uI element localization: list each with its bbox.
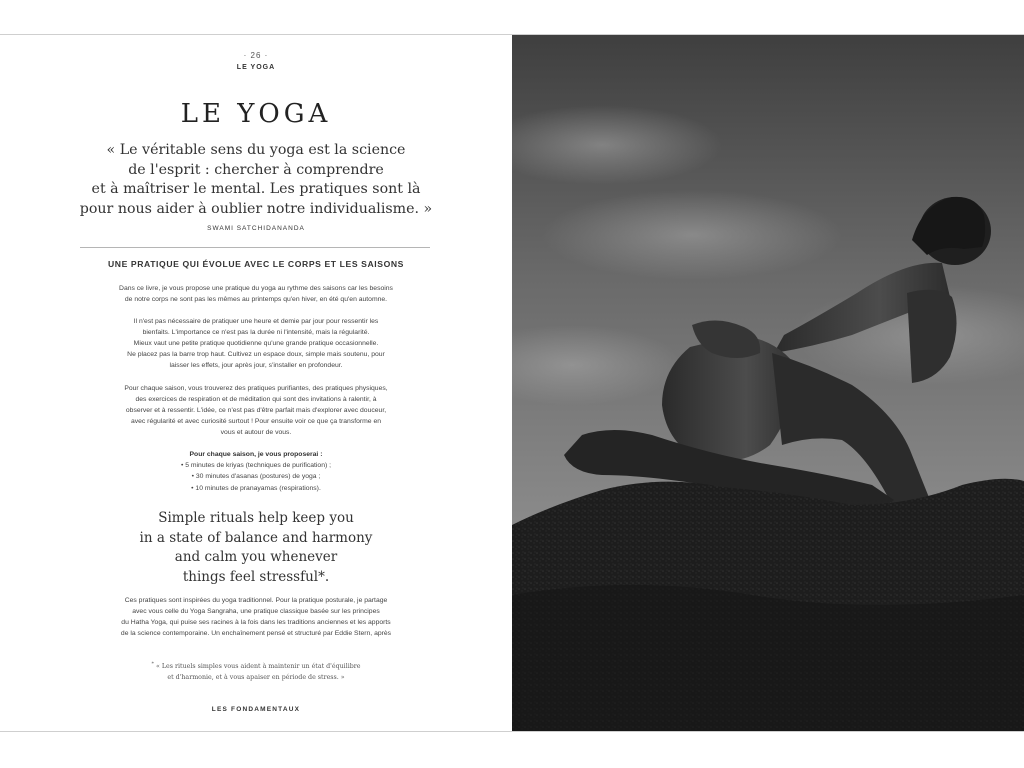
footnote-text: « Les rituels simples vous aident à maintenir un état d'équilibre [156, 663, 361, 671]
running-head: LE YOGA [236, 64, 276, 71]
quote-line: et à maîtriser le mental. Les pratiques sont là [91, 181, 421, 197]
cloud [542, 190, 842, 280]
paragraph-3 [70, 383, 442, 438]
footnote-line [120, 659, 392, 673]
text-line: Ces pratiques sont inspirées du yoga traditionnel. Pour la pratique posturale, je partage [124, 597, 388, 604]
text-line: de la science contemporaine. Un enchaînement pensé et structuré par Eddie Stern, après [120, 630, 392, 637]
paragraph-2 [70, 316, 442, 371]
page-title: LE YOGA [180, 99, 332, 129]
text-line: de notre corps ne sont pas les mêmes au printemps qu'en hiver, en été qu'en automne. [124, 296, 388, 303]
opening-quote [60, 141, 452, 219]
footnote-line: et d'harmonie, et à vous apaiser en période de stress. » [167, 673, 345, 681]
list-item: • 30 minutes d'asanas (postures) de yoga ; [191, 473, 321, 481]
text-line: Il n'est pas nécessaire de pratiquer une heure et demie par jour pour ressentir les [133, 318, 379, 325]
pull-quote [60, 509, 452, 587]
practice-list [0, 449, 512, 494]
quote-author: SWAMI SATCHIDANANDA [207, 225, 305, 232]
text-line: du Hatha Yoga, qui puise ses racines à la fois dans les traditions anciennes et les apports [121, 619, 391, 626]
page-number: · 26 · [243, 51, 269, 60]
list-heading: Pour chaque saison, je vous proposerai : [189, 451, 323, 458]
divider [80, 247, 430, 248]
pull-quote-line: in a state of balance and harmony [139, 529, 373, 546]
text-line: bienfaits. L'importance ce n'est pas la durée ni l'intensité, mais la régularité. [142, 329, 370, 336]
text-line: Mieux vaut une petite pratique quotidienne qu'une grande pratique occasionnelle. [133, 340, 379, 347]
text-line: observer et à ressentir. L'idée, ce n'est pas d'être parfait mais d'explorer avec douceur, [125, 407, 387, 414]
footnote [120, 659, 392, 683]
section-subtitle: UNE PRATIQUE QUI ÉVOLUE AVEC LE CORPS ET LES SAISONS [107, 259, 405, 269]
text-line: avec vous celle du Yoga Sangraha, une pratique classique basée sur les principes [132, 608, 380, 615]
page-footer: LES FONDAMENTAUX [211, 706, 301, 713]
text-page [0, 35, 512, 731]
list-item: • 10 minutes de pranayamas (respirations). [191, 484, 321, 492]
paragraph-1 [70, 283, 442, 305]
photo-page [512, 35, 1024, 731]
text-line: Ne placez pas la barre trop haut. Cultivez un espace doux, simple mais soutenu, pour [127, 351, 385, 358]
list-item: • 5 minutes de kriyas (techniques de purification) ; [180, 462, 332, 470]
footnote-marker: * [151, 661, 154, 667]
text-line: avec régularité et avec curiosité surtout ! Pour ensuite voir ce que ça transforme en [130, 418, 382, 425]
quote-line: pour nous aider à oublier notre individualisme. » [79, 200, 433, 217]
paragraph-4 [70, 595, 442, 639]
pull-quote-line: Simple rituals help keep you [158, 510, 354, 526]
pull-quote-line: things feel stressful*. [182, 568, 330, 585]
text-line: laisser les effets, jour après jour, s'installer en profondeur. [169, 362, 343, 369]
book-spread [0, 34, 1024, 732]
text-line: Dans ce livre, je vous propose une pratique du yoga au rythme des saisons car les besoins [119, 285, 393, 292]
pull-quote-line: and calm you whenever [174, 549, 338, 566]
quote-line: de l'esprit : chercher à comprendre [128, 161, 384, 178]
text-line: vous et autour de vous. [220, 429, 292, 436]
text-line: des exercices de respiration et de méditation qui sont des invitations à ralentir, à [135, 396, 377, 403]
yoga-pose-photo [512, 35, 1024, 731]
text-line: Pour chaque saison, vous trouverez des pratiques purifiantes, des pratiques physiques, [124, 385, 388, 392]
quote-line: « Le véritable sens du yoga est la science [106, 142, 406, 158]
